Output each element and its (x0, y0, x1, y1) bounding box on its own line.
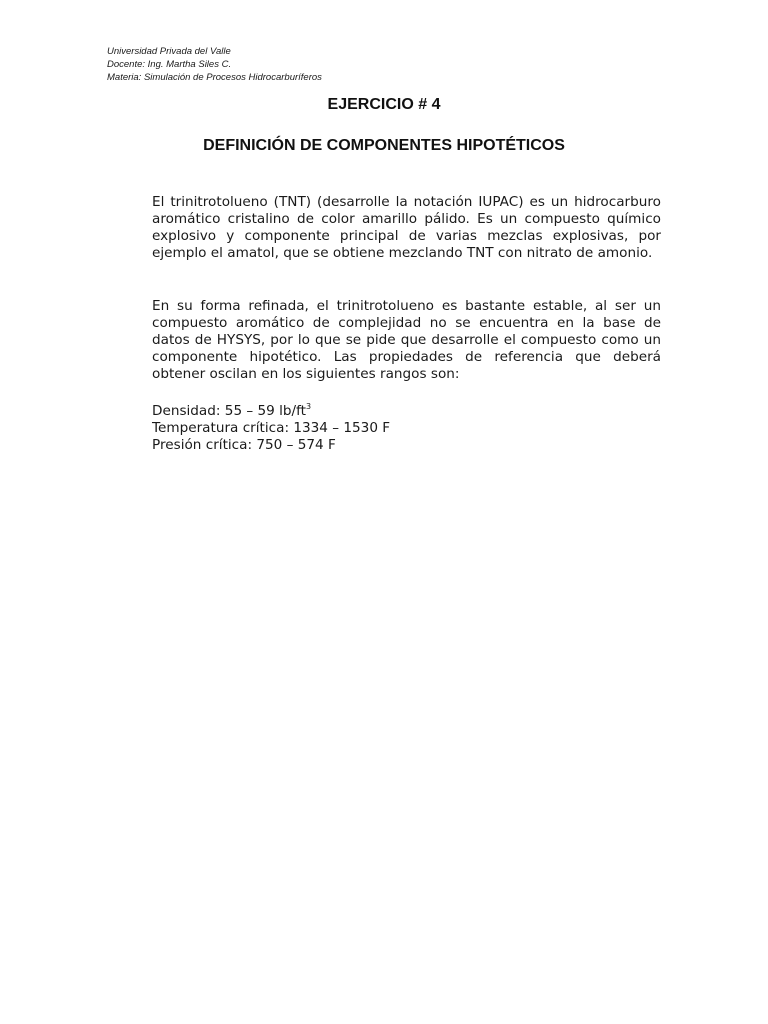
document-header (107, 45, 322, 84)
density-text: Densidad: 55 – 59 lb/ft (152, 403, 307, 419)
density-exponent: 3 (306, 402, 312, 411)
density-property (152, 403, 390, 420)
university-name: Universidad Privada del Valle (107, 46, 231, 57)
critical-pressure-property: Presión crítica: 750 – 574 F (152, 437, 336, 453)
exercise-title: EJERCICIO # 4 (327, 96, 441, 113)
paragraph-1: El trinitrotolueno (TNT) (desarrolle la notación IUPAC) es un hidrocarburo aromático cristalino de color amarillo pálido. Es un compuesto químico explosivo y componente principal de varias mezclas explosivas, por ejemplo el amatol, que se obtiene mezclando TNT con nitrato de amonio. (152, 194, 661, 261)
paragraph-1-container (152, 194, 661, 262)
section-title: DEFINICIÓN DE COMPONENTES HIPOTÉTICOS (203, 137, 565, 154)
property-list (152, 403, 390, 454)
paragraph-2-container (152, 298, 661, 383)
teacher-name: Docente: Ing. Martha Siles C. (107, 59, 232, 70)
paragraph-2: En su forma refinada, el trinitrotolueno es bastante estable, al ser un compuesto aromático de complejidad no se encuentra en la base de datos de HYSYS, por lo que se pide que desarrolle el compuesto como un componente hipotético. Las propiedades de referencia que deberá obtener oscilan en los siguientes rangos son: (152, 298, 661, 382)
critical-temperature-property: Temperatura crítica: 1334 – 1530 F (152, 420, 391, 436)
subject-name: Materia: Simulación de Procesos Hidrocarburíferos (107, 72, 322, 83)
